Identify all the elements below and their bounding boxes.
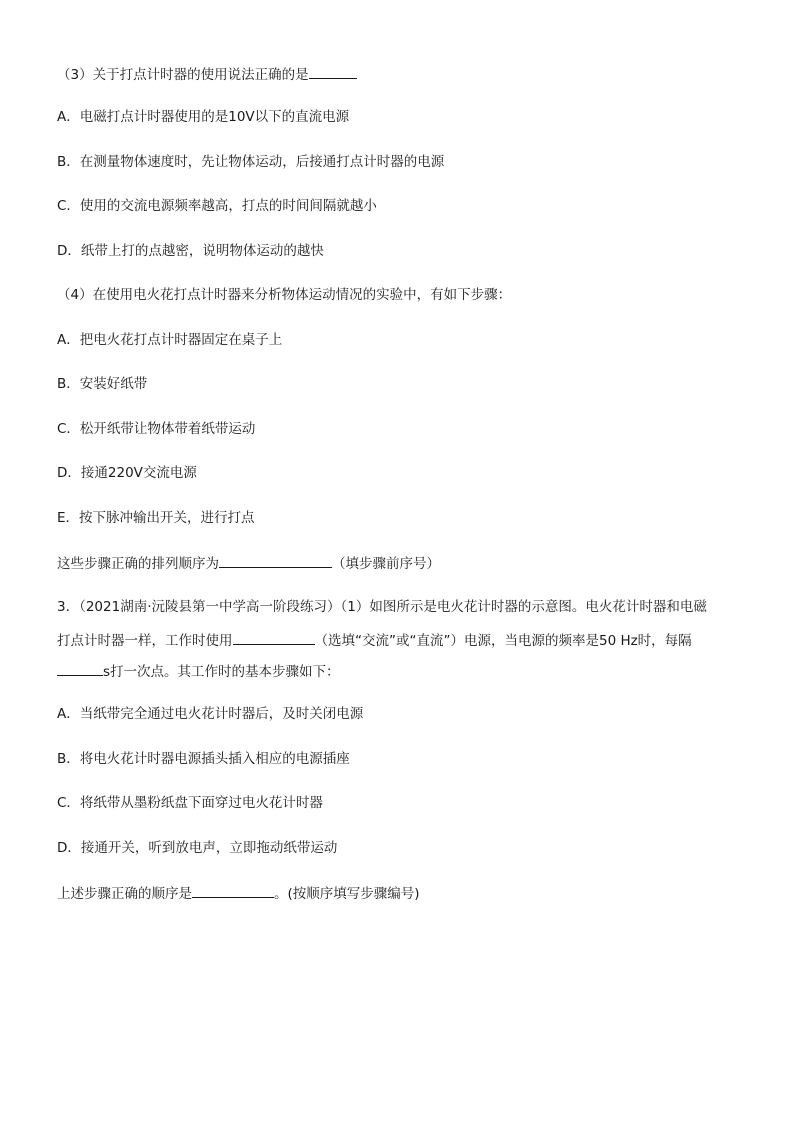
interval-blank[interactable] (57, 661, 103, 676)
q3-title-line (57, 64, 737, 84)
problem3-line3-suffix: s打一次点。其工作时的基本步骤如下： (103, 664, 340, 680)
problem3-answer-blank[interactable] (192, 883, 274, 898)
q4-answer-suffix: （填步骤前序号） (332, 556, 440, 572)
problem3-answer-line (57, 883, 737, 903)
q3-option-a: A．电磁打点计时器使用的是10V以下的直流电源 (57, 109, 350, 125)
q4-answer-blank[interactable] (219, 553, 332, 568)
problem3-answer-suffix: 。(按顺序填写步骤编号) (274, 886, 420, 902)
q3-answer-blank[interactable] (309, 64, 357, 79)
problem3-step-b: B．将电火花计时器电源插头插入相应的电源插座 (57, 751, 350, 767)
q4-step-c: C．松开纸带让物体带着纸带运动 (57, 421, 256, 437)
problem3-line2-middle: （选填“交流”或“直流”）电源，当电源的频率是50 Hz时，每隔 (314, 633, 692, 649)
q3-title: （3）关于打点计时器的使用说法正确的是 (57, 67, 309, 83)
q4-step-e: E．按下脉冲输出开关，进行打点 (57, 510, 255, 526)
problem3-answer-prefix: 上述步骤正确的顺序是 (57, 886, 192, 902)
q3-option-d: D．纸带上打的点越密，说明物体运动的越快 (57, 243, 324, 259)
problem3-step-d: D．接通开关，听到放电声，立即拖动纸带运动 (57, 840, 338, 856)
problem3-line2 (57, 630, 737, 650)
power-type-blank[interactable] (233, 630, 315, 645)
q4-step-a: A．把电火花打点计时器固定在桌子上 (57, 332, 283, 348)
problem3-step-c: C．将纸带从墨粉纸盘下面穿过电火花计时器 (57, 795, 323, 811)
problem3-line2-prefix: 打点计时器一样，工作时使用 (57, 633, 233, 649)
problem3-step-a: A．当纸带完全通过电火花计时器后，及时关闭电源 (57, 706, 364, 722)
q3-option-c: C．使用的交流电源频率越高，打点的时间间隔就越小 (57, 198, 377, 214)
q4-step-b: B．安装好纸带 (57, 376, 148, 392)
q4-title: （4）在使用电火花打点计时器来分析物体运动情况的实验中，有如下步骤： (57, 287, 512, 303)
q4-step-d: D．接通220V交流电源 (57, 465, 197, 481)
q3-option-b: B．在测量物体速度时，先让物体运动，后接通打点计时器的电源 (57, 154, 445, 170)
q4-answer-line (57, 553, 737, 573)
problem3-line1: 3．（2021湖南·沅陵县第一中学高一阶段练习）（1）如图所示是电火花计时器的示意图。电火花计时器和电磁 (57, 599, 707, 615)
problem3-line3 (57, 661, 737, 681)
q4-answer-prefix: 这些步骤正确的排列顺序为 (57, 556, 219, 572)
